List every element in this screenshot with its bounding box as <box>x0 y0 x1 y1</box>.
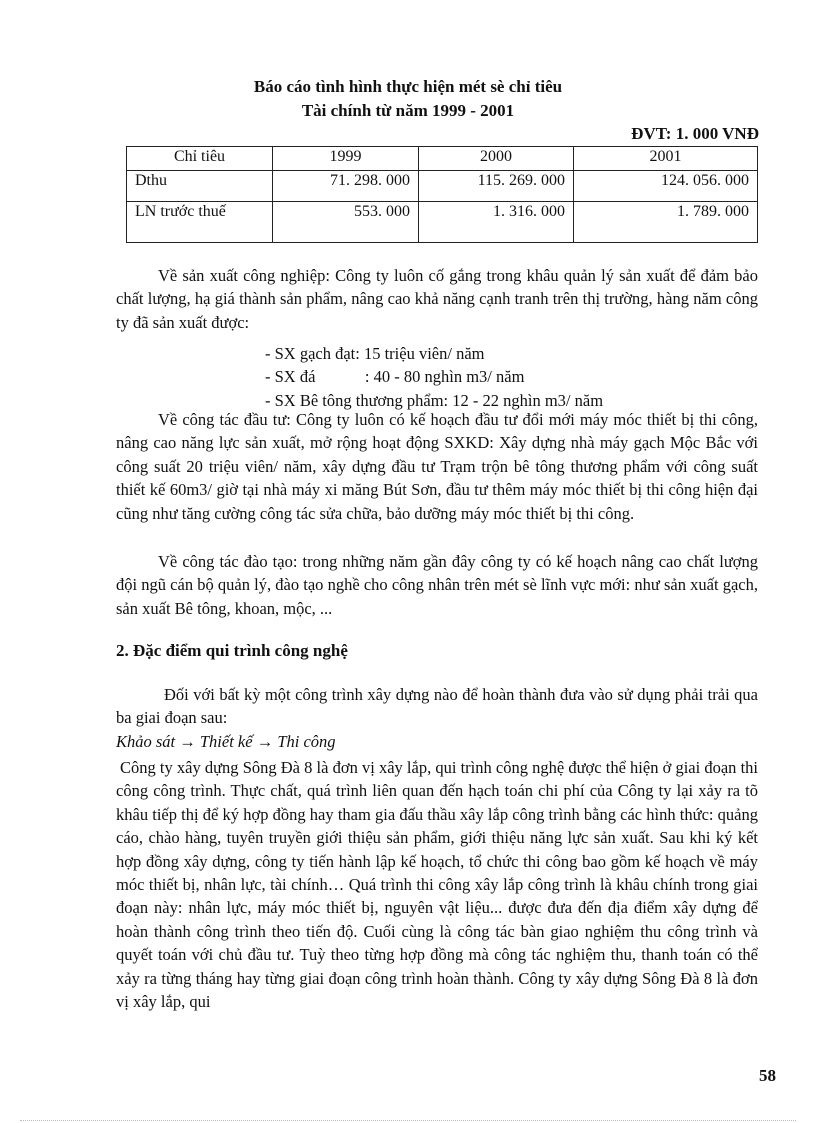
header-cell: 2001 <box>574 147 758 171</box>
report-title-line1: Báo cáo tình hình thực hiện mét sè chỉ tiêu <box>253 77 563 96</box>
table-header-row <box>127 147 758 171</box>
table-row <box>127 171 758 202</box>
table-cell: 115. 269. 000 <box>419 171 574 202</box>
table-row <box>127 202 758 243</box>
table-cell: 71. 298. 000 <box>273 171 419 202</box>
section-heading: 2. Đặc điểm qui trình công nghệ <box>116 641 348 660</box>
header-cell: 1999 <box>273 147 419 171</box>
stages-line: Khảo sát → Thiết kế → Thi công <box>116 732 336 751</box>
paragraph-production <box>116 264 758 334</box>
paragraph-training <box>116 550 758 620</box>
header-cell: 2000 <box>419 147 574 171</box>
paragraph-body <box>116 756 758 1013</box>
paragraph-text: Về công tác đào tạo: trong những năm gần đây công ty có kế hoạch nâng cao chất lượng đội ngũ cán bộ quản lý, đào tạo nghề cho công nhân trên mét sè lĩnh vực mới: như sản xuất gạch, sản xuất Bê tông, khoan, mộc, ... <box>116 552 758 618</box>
page-number: 58 <box>759 1066 776 1085</box>
paragraph-text: Về công tác đầu tư: Công ty luôn có kế hoạch đầu tư đổi mới máy móc thiết bị thi công, nâng cao năng lực sản xuất, mở rộng hoạt động SXKD: Xây dựng nhà máy gạch Mộc Bắc với công suất 20 triệu viên/ năm, xây dựng đầu tư Trạm trộn bê tông thương phẩm với công suất thiết kế 60m3/ giờ tại nhà máy xi măng Bút Sơn, đầu tư thêm máy móc thiết bị thi công hiện đại cũng như tăng cường công tác sửa chữa, bảo dưỡng máy móc thiết bị thi công. <box>116 410 758 523</box>
list-item: - SX gạch đạt: 15 triệu viên/ năm <box>265 344 485 363</box>
financial-table <box>126 146 758 243</box>
paragraph-text: Công ty xây dựng Sông Đà 8 là đơn vị xây lắp, qui trình công nghệ được thể hiện ở giai đoạn thi công công trình. Thực chất, quá trình liên quan đến hạch toán chi phí của Công ty lại xảy ra tõ khâu tiếp thị để ký hợp đồng hay tham gia đấu thầu xây lắp công trình bằng các hình thức: quảng cáo, chào hàng, tuyên truyền giới thiệu sản phẩm, giới thiệu năng lực sản xuất. Sau khi ký kết hợp đồng xây dựng, công ty tiến hành lập kế hoạch, tổ chức thi công bao gồm kế hoạch về máy móc thiết bị, nhân lực, tài chính… Quá trình thi công xây lắp công trình là khâu chính trong giai đoạn này: nhân lực, máy móc thiết bị, nguyên vật liệu... được đưa đến địa điểm xây dựng để hoàn thành công trình theo tiến độ. Cuối cùng là công tác bàn giao nghiệm thu công trình và quyết toán với chủ đầu tư. Tuỳ theo từng hợp đồng mà công tác nghiệm thu, thanh toán có thể xảy ra từng tháng hay từng giai đoạn công trình hoàn thành. Công ty xây dựng Sông Đà 8 là đơn vị xây lắp, qui <box>116 758 758 1012</box>
paragraph-investment <box>116 408 758 525</box>
list-item: - SX đá : 40 - 80 nghìn m3/ năm <box>265 367 525 387</box>
paragraph-intro <box>116 683 758 730</box>
production-list <box>265 342 603 412</box>
table-cell: 124. 056. 000 <box>574 171 758 202</box>
paragraph-text: Đối với bất kỳ một công trình xây dựng nào để hoàn thành đưa vào sử dụng phải trải qua ba giai đoạn sau: <box>116 685 758 728</box>
paragraph-text: Về sản xuất công nghiệp: Công ty luôn cố gắng trong khâu quản lý sản xuất để đảm bảo chất lượng, hạ giá thành sản phẩm, nâng cao khả năng cạnh tranh trên thị trường, hàng năm công ty đã sản xuất được: <box>116 266 758 332</box>
row-label: LN trước thuế <box>127 202 273 243</box>
header-cell: Chỉ tiêu <box>127 147 273 171</box>
row-label: Dthu <box>127 171 273 202</box>
table-cell: 1. 789. 000 <box>574 202 758 243</box>
table-cell: 553. 000 <box>273 202 419 243</box>
report-title-line2: Tài chính từ năm 1999 - 2001 <box>301 101 515 120</box>
table-cell: 1. 316. 000 <box>419 202 574 243</box>
currency-unit: ĐVT: 1. 000 VNĐ <box>631 124 759 143</box>
list-item: - SX Bê tông thương phẩm: 12 - 22 nghìn m3/ năm <box>265 390 604 410</box>
page-bottom-divider <box>20 1120 796 1121</box>
